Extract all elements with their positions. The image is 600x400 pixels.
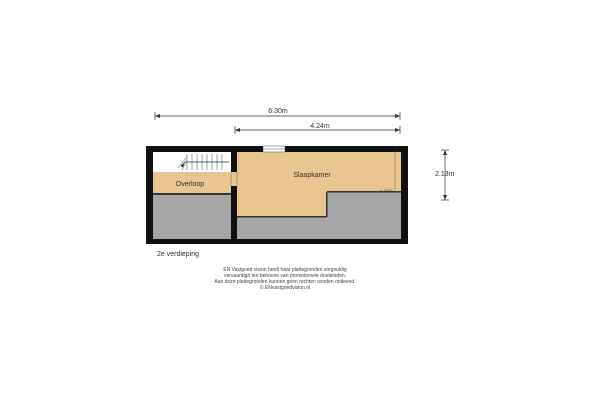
room-label-bedroom: Slaapkamer — [293, 172, 331, 179]
ceiling-height-marker: + 1500 — [380, 188, 393, 193]
dimension-height — [435, 150, 455, 200]
interior-wall-vertical — [231, 152, 237, 239]
floor-label: 2e verdieping — [157, 251, 200, 258]
landing-edge-line — [153, 193, 231, 195]
dimension-height-label: 2.13m — [435, 171, 455, 178]
bedroom-knee-wall — [326, 192, 328, 217]
bedroom-floor-lower — [237, 192, 327, 217]
dimension-inner-width — [235, 123, 400, 134]
dimension-total-width-label: 6.30m — [268, 108, 288, 115]
room-label-landing: Overloop — [175, 181, 205, 188]
bedroom-edge-line — [237, 216, 327, 218]
dimension-inner-width-label: 4.24m — [310, 123, 330, 130]
disclaimer-line: Aan deze plattegronden kunnen geen rechten worden ontleend. — [214, 279, 356, 285]
disclaimer-line: © ENvastgoedvision.nl — [259, 285, 311, 291]
door-opening — [231, 172, 237, 186]
dimension-total-width — [155, 108, 400, 120]
disclaimer-line: EN Vastgoed vision heeft haar plattegronden zorgvuldig — [223, 267, 347, 273]
disclaimer-line: vervaardigd ten behoeve van promotionele doeleinden. — [223, 273, 347, 279]
disclaimer — [150, 267, 420, 291]
